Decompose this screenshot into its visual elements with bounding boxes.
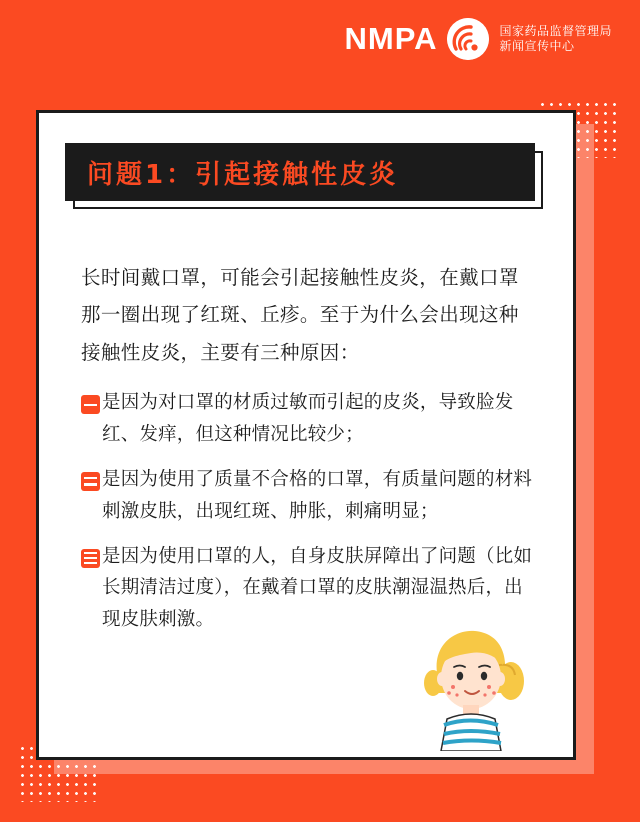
page-title: 问题1：引起接触性皮炎 (87, 159, 399, 190)
brand-name-line1: 国家药品监督管理局 (499, 23, 612, 38)
list-item-text: 是因为对口罩的材质过敏而引起的皮炎，导致脸发红、发痒，但这种情况比较少； (102, 392, 514, 446)
brand-name (499, 24, 612, 55)
lead-paragraph: 长时间戴口罩，可能会引起接触性皮炎，在戴口罩那一圈出现了红斑、丘疹。至于为什么会出现这种接触性皮炎，主要有三种原因： (81, 266, 519, 364)
brand-acronym: NMPA (344, 21, 438, 56)
number-three-icon (81, 549, 100, 568)
brand-name-line2: 新闻宣传中心 (499, 39, 575, 53)
card-title-bar (65, 143, 535, 201)
nmpa-circle-logo-icon (447, 18, 489, 60)
list-item (81, 387, 533, 451)
list-item (81, 464, 533, 528)
number-two-icon (81, 472, 100, 491)
list-item-text: 是因为使用口罩的人，自身皮肤屏障出了问题（比如长期清洁过度），在戴着口罩的皮肤潮湿温热后，出现皮肤刺激。 (102, 545, 533, 631)
girl-with-rash-illustration (399, 621, 549, 751)
card-body (81, 259, 533, 649)
page-header (0, 0, 640, 96)
number-one-icon (81, 395, 100, 414)
card-title-block (65, 143, 545, 209)
list-item-text: 是因为使用了质量不合格的口罩，有质量问题的材料刺激皮肤，出现红斑、肿胀，刺痛明显； (102, 468, 533, 522)
content-card (36, 110, 576, 760)
brand-logo (345, 18, 613, 60)
